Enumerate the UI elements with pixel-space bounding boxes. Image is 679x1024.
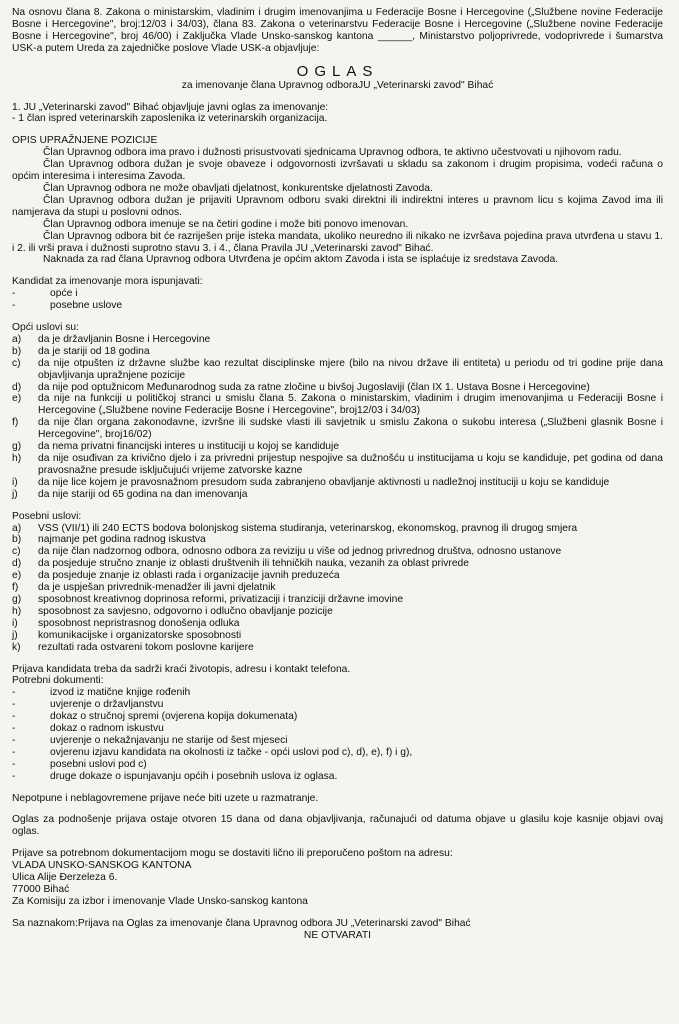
item-label: a) [12,522,22,534]
adresa-line: Prijave sa potrebnom dokumentacijom mogu se dostaviti lično ili preporučeno poštom na adresu: [12,848,453,860]
intro-paragraph: Na osnovu člana 8. Zakona o ministarskim, vladinim i drugim imenovanjima u Federacije Bosne i Hercegovine („Službene novine Federacije Bosne i Hercegovine", broj:12/03 i 34/03), člana 83. Zakona o veterinarstvu Federacije Bosne i Hercegovine („Službene novine Federacije Bosne i Hercegovine", broj 46/00) i Zaključka Vlade Unsko-sanskog kantona ______, Ministarstvo poljoprivrede, vodoprivrede i šumarstva USK-a putem Ureda za zajedničke poslove Vlade USK-a objavljuje: [12,7,663,54]
adresa-line: 77000 Bihać [12,884,70,895]
item-text: sposobnost za savjesno, odgovorno i odlučno obavljanje pozicije [38,605,333,617]
item-label: - [12,687,16,699]
dokumenti-item [12,711,663,723]
posebni-list [12,523,663,654]
posebni-item [12,558,663,570]
item-label: j) [12,629,18,641]
item-label: b) [12,345,22,357]
ne-otvarati-text: NE OTVARATI [303,929,372,941]
opis-paragraph: Član Upravnog odbora dužan je prijaviti Upravnom odboru svaki direktni ili indirektni interes u pravnom licu s kojima Zavod ima ili namjerava da stupi u poslovni odnos. [12,194,663,218]
item-text: da je državljanin Bosne i Hercegovine [38,333,211,345]
rok-text: Oglas za podnošenje prijava ostaje otvoren 15 dana od dana objavljivanja, računajući od datuma objave u glasilu koje kasnije objavi ovaj oglas. [12,814,663,838]
dokumenti-item [12,723,663,735]
item-text: da nije otpušten iz državne službe kao rezultat disciplinske mjere (bilo na nivou države ili entiteta) u periodu od tri godine prije dana objavljivanja upražnjene pozicije [38,357,663,381]
item-label: g) [12,593,22,605]
item-text: da nije lice kojem je pravosnažnom presudom suda zabranjeno obavljanje aktivnosti u nadležnoj instituciji u koju se kandiduje [38,476,610,488]
item-text: posebni uslovi pod c) [50,758,147,770]
item-text: uvjerenje o državljanstvu [50,699,164,711]
opci-item [12,382,663,394]
opis-heading: OPIS UPRAŽNJENE POZICIJE [12,135,158,147]
item-label: - [12,300,16,312]
item-text: uvjerenje o nekažnjavanju ne starije od šest mjeseci [50,734,288,746]
item-label: b) [12,534,22,546]
item-label: d) [12,558,22,570]
item-text: da nema privatni financijski interes u instituciji u kojoj se kandiduje [38,441,340,453]
item-text: da posjeduje znanje iz oblasti rada i organizacije javnih preduzeća [38,570,340,582]
dokumenti-item [12,735,663,747]
item-label: c) [12,546,21,558]
item-text: dokaz o stručnoj spremi (ovjerena kopija dokumenata) [50,711,298,723]
point1-line: - 1 član ispred veterinarskih zaposlenika iz veterinarskih organizacija. [12,113,328,125]
dokumenti-item [12,699,663,711]
item-text: da nije član nadzornog odbora, odnosno odbora za reviziju u više od jednog privrednog društva, odnosno ustanove [38,546,562,558]
opci-item [12,453,663,477]
item-text: izvod iz matične knjige rođenih [50,687,191,699]
adresa-line: Ulica Alije Đerzeleza 6. [12,872,118,884]
opci-item [12,441,663,453]
posebni-item [12,523,663,535]
item-label: - [12,288,16,300]
document-subtitle: za imenovanje člana Upravnog odboraJU „Veterinarski zavod" Bihać [181,79,494,91]
opis-paragraph: Naknada za rad člana Upravnog odbora Utvrđena je općim aktom Zavoda i ista se isplaćuje iz sredstava Zavoda. [43,254,559,266]
item-text: najmanje pet godina radnog iskustva [38,534,206,546]
item-text: ovjerenu izjavu kandidata na okolnosti iz tačke - opći uslovi pod c), d), e), f) i g), [50,746,413,758]
item-label: g) [12,441,22,453]
posebni-heading: Posebni uslovi: [12,510,82,522]
item-text: da nije osuđivan za krivično djelo i za privredni prijestup nespojive sa dužnošću u institucijama u koju se kandiduje, pet godina od dana pravosnažne presude isključujući vrijeme zatvorske kazne [38,453,663,476]
dokumenti-item [12,687,663,699]
kandidat-list [12,288,663,312]
opis-paragraph: Član Upravnog odbora dužan je svoje obaveze i odgovornosti izvršavati u skladu sa zakonom i drugim propisima, vodeći računa o općim interesima i interesima Zavoda. [12,159,663,183]
document-title: OGLAS [296,62,379,80]
item-text: da je uspješan privrednik-menadžer ili javni djelatnik [38,582,276,594]
opci-item [12,417,663,441]
opci-item [12,358,663,382]
item-text: da nije pod optužnicom Međunarodnog suda za ratne zločine u bivšoj Jugoslaviji (član IX 1. Ustava Bosne i Hercegovine) [38,381,590,393]
item-text: komunikacijske i organizatorske sposobnosti [38,629,242,641]
opis-paragraph: Član Upravnog odbora ima pravo i dužnosti prisustvovati sjednicama Upravnog odbora, te aktivno učestvovati u njihovom radu. [43,147,622,159]
item-label: f) [12,417,19,429]
posebni-item [12,618,663,630]
posebni-item [12,606,663,618]
item-label: h) [12,453,22,464]
item-text: da posjeduje stručno znanje iz oblasti društvenih ili tehničkih nauka, vezanih za oblast privrede [38,558,470,570]
posebni-item [12,594,663,606]
posebni-item [12,642,663,654]
opis-paragraph: Član Upravnog odbora ne može obavljati djelatnost, konkurentske djelatnosti Zavoda. [43,182,433,194]
item-text: posebne uslove [50,300,123,312]
opci-item [12,477,663,489]
kandidat-item [12,300,663,312]
posebni-item [12,582,663,594]
item-label: - [12,711,16,723]
item-text: sposobnost kreativnog doprinosa reformi, privatizaciji i tranziciji državne imovine [38,593,404,605]
item-label: - [12,758,16,770]
opci-heading: Opći uslovi su: [12,322,79,334]
opci-item [12,346,663,358]
dokumenti-heading: Potrebni dokumenti: [12,675,104,687]
dokumenti-item [12,747,663,759]
item-text: da nije na funkciji u političkoj stranci u smislu člana 5. Zakona o ministarskim, vladinim i drugim imenovanjima u Federaciji Bosne i Hercegovine („Službene novine Federacije Bosne i Hercegovine", broj12/03 i 34/03) [38,393,663,417]
opci-item [12,393,663,417]
item-label: j) [12,488,18,500]
dokumenti-item [12,759,663,771]
adresa-line: VLADA UNSKO-SANSKOG KANTONA [12,860,192,872]
item-label: - [12,734,16,746]
item-text: dokaz o radnom iskustvu [50,723,164,735]
item-text: VSS (VII/1) ili 240 ECTS bodova bolonjskog sistema studiranja, veterinarskog, ekonomskog, pravnog ili drugog smjera [38,522,578,534]
opci-list [12,334,663,501]
posebni-item [12,534,663,546]
naznaka-text: Sa naznakom:Prijava na Oglas za imenovanje člana Upravnog odbora JU „Veterinarski zavod" Bihać [12,917,471,929]
item-text: druge dokaze o ispunjavanju općih i posebnih uslova iz oglasa. [50,770,338,782]
item-label: d) [12,381,22,393]
item-label: - [12,723,16,735]
item-text: da nije član organa zakonodavne, izvršne ili sudske vlasti ili savjetnik u smislu Zakona o sukobu interesa („Službeni glasnik Bosne i Hercegovine", broj16/02) [38,417,663,441]
posebni-item [12,570,663,582]
dokumenti-list [12,687,663,782]
prijava-text: Prijava kandidata treba da sadrži kraći životopis, adresu i kontakt telefona. [12,663,351,675]
item-text: da nije stariji od 65 godina na dan imenovanja [38,488,248,500]
item-label: f) [12,582,19,594]
opis-paragraph: Član Upravnog odbora imenuje se na četiri godine i može biti ponovo imenovan. [43,218,409,230]
item-label: - [12,746,16,758]
dokumenti-item [12,771,663,783]
item-label: e) [12,570,22,582]
adresa-line: Za Komisiju za izbor i imenovanje Vlade Unsko-sanskog kantona [12,895,308,907]
nepotpune-text: Nepotpune i neblagovremene prijave neće biti uzete u razmatranje. [12,792,319,804]
opci-item [12,334,663,346]
posebni-item [12,546,663,558]
opis-section [12,147,663,266]
item-text: opće i [50,288,78,300]
point1-line: 1. JU „Veterinarski zavod" Bihać objavljuje javni oglas za imenovanje: [12,101,329,113]
item-label: h) [12,605,22,617]
item-label: k) [12,641,21,653]
item-label: i) [12,617,18,629]
posebni-item [12,630,663,642]
item-label: a) [12,333,22,345]
item-label: i) [12,476,18,488]
opis-paragraph: Član Upravnog odbora bit će razriješen prije isteka mandata, ukoliko neuredno ili nikako ne izvršava pojedina prava utvrđena u stavu 1. i 2. ili vrši prava i dužnosti suprotno stavu 3. i 4., člana Pravila JU „Veterinarski zavod" Bihać. [12,230,663,254]
item-text: sposobnost nepristrasnog donošenja odluka [38,617,240,629]
kandidat-item [12,288,663,300]
item-label: c) [12,357,21,369]
item-label: - [12,770,16,782]
opci-item [12,489,663,501]
kandidat-heading: Kandidat za imenovanje mora ispunjavati: [12,276,203,288]
item-text: da je stariji od 18 godina [38,345,150,357]
item-text: rezultati rada ostvareni tokom poslovne karijere [38,641,254,653]
item-label: e) [12,393,22,405]
item-label: - [12,699,16,711]
